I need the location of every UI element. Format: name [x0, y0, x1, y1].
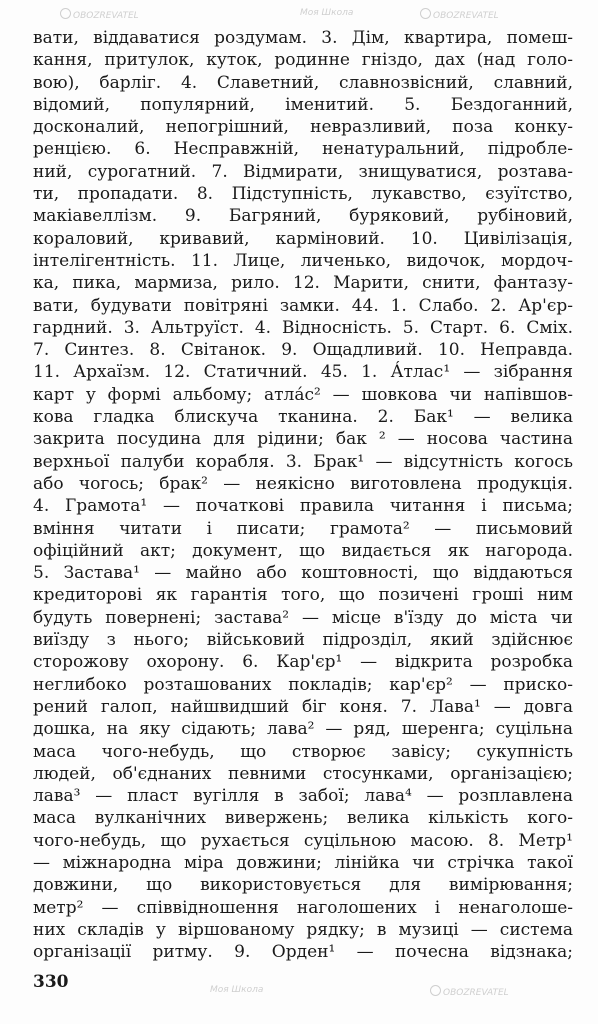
text-line: 7. Синтез. 8. Світанок. 9. Ощадливий. 10. Неправда.	[33, 340, 573, 361]
text-line: кання, притулок, куток, родинне гніздо, дах (над голо-	[33, 50, 573, 71]
text-line: інтелігентність. 11. Лице, личенько, видочок, мордоч-	[33, 250, 573, 271]
text-line: офіційний акт; документ, що видається як нагорода.	[33, 540, 573, 561]
text-line: 11. Архаїзм. 12. Статичний. 45. 1. А́тлас¹ — зібрання	[33, 362, 573, 383]
text-line: маса чого-небудь, що створює завісу; сукупність	[33, 741, 573, 762]
text-line: дошка, на яку сідають; лава² — ряд, шеренга; суцільна	[33, 719, 573, 740]
text-line: сторожову охорону. 6. Кар'єр¹ — відкрита розробка	[33, 652, 573, 673]
text-line: виїзду з нього; військовий підрозділ, який здійснює	[33, 630, 573, 651]
watermark-logo-icon	[430, 985, 441, 996]
text-line: вміння читати і писати; грамота² — письмовий	[33, 518, 573, 539]
text-line: людей, об'єднаних певними стосунками, організацією;	[33, 763, 573, 784]
text-line: 4. Грамота¹ — початкові правила читання і письма;	[33, 496, 573, 517]
text-line: чого-небудь, що рухається суцільною масою. 8. Метр¹	[33, 830, 573, 851]
text-line: метр² — співвідношення наголошених і ненаголоше-	[33, 897, 573, 918]
text-line: карт у формі альбому; атла́с² — шовкова чи напівшов-	[33, 384, 573, 405]
text-line: 5. Застава¹ — майно або коштовності, що віддаються	[33, 563, 573, 584]
text-line: маса вулканічних вивержень; велика кількість кого-	[33, 808, 573, 829]
text-line: досконалий, непогрішний, невразливий, поза конку-	[33, 117, 573, 138]
text-line: них складів у віршованому рядку; в музиці — система	[33, 919, 573, 940]
text-line: вою), барліг. 4. Славетний, славнозвісний, славний,	[33, 72, 573, 93]
answers-text	[33, 27, 573, 963]
watermark: Моя Школа	[300, 8, 354, 18]
watermark: OBOZREVATEL	[430, 985, 509, 998]
text-line: закрита посудина для рідини; бак ² — носова частина	[33, 429, 573, 450]
text-line: кова гладка блискуча тканина. 2. Бак¹ — велика	[33, 407, 573, 428]
text-line: верхньої палуби корабля. 3. Брак¹ — відсутність когось	[33, 451, 573, 472]
watermark: OBOZREVATEL	[420, 8, 499, 21]
text-line: вати, віддаватися роздумам. 3. Дім, квартира, помеш-	[33, 28, 573, 48]
text-line: довжини, що використовується для вимірювання;	[33, 875, 573, 896]
text-line: кораловий, кривавий, карміновий. 10. Цивілізація,	[33, 228, 573, 249]
text-line: кредиторові як гарантія того, що позичені гроші ним	[33, 585, 573, 606]
text-line: організації ритму. 9. Орден¹ — почесна відзнака;	[33, 942, 573, 963]
watermark-logo-icon	[420, 8, 431, 19]
text-line: ний, сурогатний. 7. Відмирати, знищуватися, розтава-	[33, 161, 573, 182]
text-line: відомий, популярний, іменитий. 5. Бездоганний,	[33, 94, 573, 115]
text-line: гардний. 3. Альтруїст. 4. Відносність. 5. Старт. 6. Сміх.	[33, 317, 573, 338]
text-line: або чогось; брак² — неякісно виготовлена продукція.	[33, 473, 573, 494]
text-line: будуть повернені; застава² — місце в'їзду до міста чи	[33, 607, 573, 628]
text-line: ка, пика, мармиза, рило. 12. Марити, снити, фантазу-	[33, 273, 573, 294]
text-line: ренцією. 6. Несправжній, ненатуральний, підробле-	[33, 139, 573, 160]
text-line: неглибоко розташованих покладів; кар'єр² — приско-	[33, 674, 573, 695]
watermark: OBOZREVATEL	[60, 8, 139, 21]
text-line: макіавеллізм. 9. Багряний, буряковий, рубіновий,	[33, 206, 573, 227]
text-line: ти, пропадати. 8. Підступність, лукавство, єзуїтство,	[33, 184, 573, 205]
text-line: лава³ — пласт вугілля в забої; лава⁴ — розплавлена	[33, 786, 573, 807]
watermark: Моя Школа	[210, 985, 264, 995]
watermark-logo-icon	[60, 8, 71, 19]
text-line: — міжнародна міра довжини; лінійка чи стрічка такої	[33, 852, 573, 873]
text-line: рений галоп, найшвидший біг коня. 7. Лава¹ — довга	[33, 696, 573, 717]
text-line: вати, будувати повітряні замки. 44. 1. Слабо. 2. Ар'єр-	[33, 295, 573, 316]
page-number: 330	[33, 972, 69, 992]
